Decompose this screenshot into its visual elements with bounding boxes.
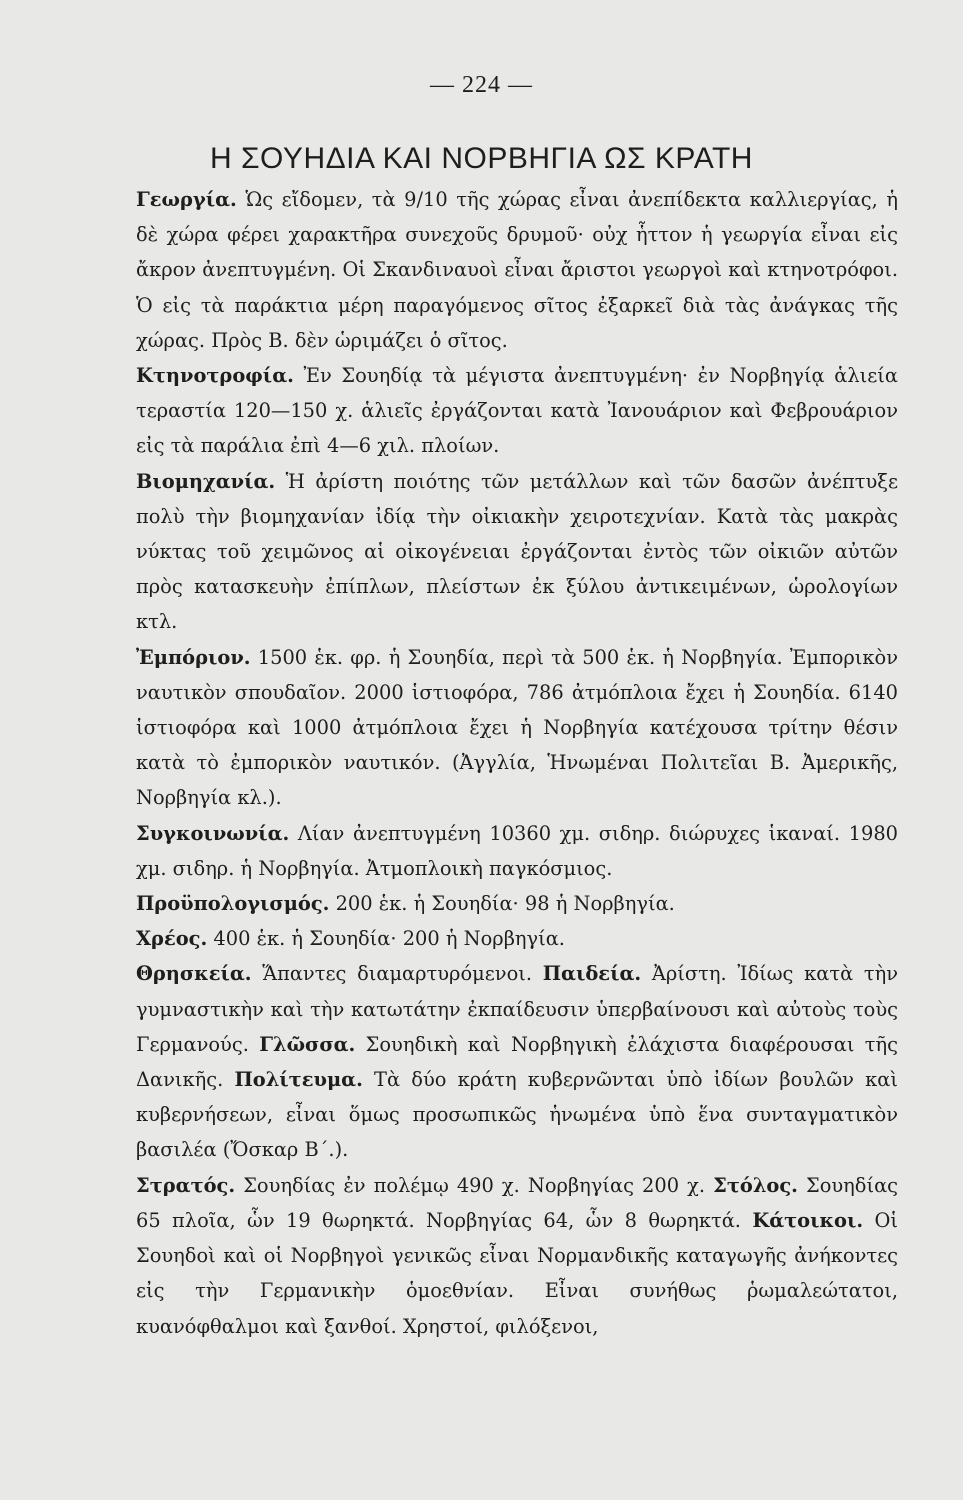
text-viomichania: Ἡ ἀρίστη ποιότης τῶν μετάλλων καὶ τῶν δασῶν ἀνέπτυξε πολὺ τὴν βιομηχανίαν ἰδίᾳ τὴν οἰκιακὴν χειροτεχνίαν. Κατὰ τὰς μακρὰς νύκτας τοῦ χειμῶνος αἱ οἰκογένειαι ἐργάζονται ἐντὸς τῶν οἰκιῶν αὐτῶν πρὸς κατασκευὴν ἐπίπλων, πλείστων ἐκ ξύλου ἀντικειμένων, ὡρολογίων κτλ. (136, 469, 898, 634)
heading-stolos: Στόλος. (713, 1173, 798, 1197)
heading-chreos: Χρέος. (136, 927, 208, 951)
heading-sygkoinonia: Συγκοινωνία. (136, 821, 290, 845)
text-stratos: Σουηδίας ἐν πολέμῳ 490 χ. Νορβηγίας 200 χ. (243, 1173, 706, 1197)
heading-georgia: Γεωργία. (136, 188, 237, 211)
page-title: Η ΣΟΥΗΔΙΑ ΚΑΙ ΝΟΡΒΗΓΙΑ ΩΣ ΚΡΑΤΗ (210, 142, 753, 175)
paragraph-stratos (136, 1168, 898, 1344)
text-paideia: Ἀρίστη. Ἰδίως κατὰ τὴν γυμναστικὴν καὶ τὴν κατωτάτην ἐκπαίδευσιν ὑπερβαίνουσι καὶ αὐτοὺς τοὺς Γερμανούς. (136, 962, 899, 1056)
paragraph-georgia (136, 182, 898, 358)
heading-katoikoi: Κάτοικοι. (752, 1208, 864, 1232)
paragraph-proupologismos (136, 886, 898, 921)
text-emporion: 1500 ἑκ. φρ. ἡ Σουηδία, περὶ τὰ 500 ἑκ. ἡ Νορβηγία. Ἐμπορικὸν ναυτικὸν σπουδαῖον. 2000 ἱστιοφόρα, 786 ἀτμόπλοια ἔχει ἡ Σουηδία. 6140 ἱστιοφόρα καὶ 1000 ἀτμόπλοια ἔχει ἡ Νορβηγία κατέχουσα τρίτην θέσιν κατὰ τὸ ἐμπορικὸν ναυτικόν. (Ἀγγλία, Ἡνωμέναι Πολιτεῖαι Β. Ἀμερικῆς, Νορβηγία κλ.). (136, 645, 898, 810)
paragraph-emporion (136, 640, 898, 816)
heading-viomichania: Βιομηχανία. (136, 469, 276, 493)
page-number: — 224 — (430, 72, 533, 98)
paragraph-ktinotrofia (136, 358, 898, 464)
text-proupologismos: 200 ἑκ. ἡ Σουηδία· 98 ἡ Νορβηγία. (335, 892, 675, 916)
paragraph-thriskeia (136, 956, 898, 1167)
text-chreos: 400 ἑκ. ἡ Σουηδία· 200 ἡ Νορβηγία. (213, 927, 565, 951)
heading-paideia: Παιδεία. (542, 962, 642, 986)
heading-politeuma: Πολίτευμα. (234, 1068, 363, 1092)
text-politeuma: Τὰ δύο κράτη κυβερνῶνται ὑπὸ ἰδίων βουλῶν καὶ κυβερνήσεων, εἶναι ὅμως προσωπικῶς ἡνωμένα ὑπὸ ἕνα συνταγματικὸν βασιλέα (Ὄσκαρ Β΄.). (136, 1068, 898, 1162)
text-glossa: Σουηδικὴ καὶ Νορβηγικὴ ἐλάχιστα διαφέρουσαι τῆς Δανικῆς. (136, 1032, 898, 1092)
paragraph-viomichania (136, 464, 898, 640)
heading-stratos: Στρατός. (136, 1173, 236, 1197)
heading-emporion: Ἐμπόριον. (136, 645, 251, 669)
heading-ktinotrofia: Κτηνοτροφία. (136, 364, 294, 388)
heading-glossa: Γλῶσσα. (259, 1032, 356, 1056)
text-sygkoinonia: Λίαν ἀνεπτυγμένη 10360 χμ. σιδηρ. διώρυχες ἱκαναί. 1980 χμ. σιδηρ. ἡ Νορβηγία. Ἀτμοπλοικὴ παγκόσμιος. (136, 821, 898, 880)
text-katoikoi: Οἱ Σουηδοὶ καὶ οἱ Νορβηγοὶ γενικῶς εἶναι Νορμανδικῆς καταγωγῆς ἀνήκοντες εἰς τὴν Γερμανικὴν ὁμοεθνίαν. Εἶναι συνήθως ῥωμαλεώτατοι, κυανόφθαλμοι καὶ ξανθοί. Χρηστοί, φιλόξενοι, (136, 1208, 898, 1338)
paragraph-sygkoinonia (136, 816, 898, 886)
heading-proupologismos: Προϋπολογισμός. (136, 892, 330, 916)
paragraph-chreos (136, 921, 898, 956)
heading-thriskeia: Θρησκεία. (136, 962, 252, 986)
text-georgia: Ὡς εἴδομεν, τὰ 9/10 τῆς χώρας εἶναι ἀνεπίδεκτα καλλιεργίας, ἡ δὲ χώρα φέρει χαρακτῆρα συνεχοῦς δρυμοῦ· οὐχ ἧττον ἡ γεωργία εἶναι εἰς ἄκρον ἀνεπτυγμένη. Οἱ Σκανδιναυοὶ εἶναι ἄριστοι γεωργοὶ καὶ κτηνοτρόφοι. Ὁ εἰς τὰ παράκτια μέρη παραγόμενος σῖτος ἐξαρκεῖ διὰ τὰς ἀνάγκας τῆς χώρας. Πρὸς Β. δὲν ὡριμάζει ὁ σῖτος. (136, 188, 898, 352)
text-stolos: Σουηδίας 65 πλοῖα, ὧν 19 θωρηκτά. Νορβηγίας 64, ὧν 8 θωρηκτά. (136, 1173, 899, 1232)
body-text (136, 182, 898, 1344)
text-ktinotrofia: Ἐν Σουηδίᾳ τὰ μέγιστα ἀνεπτυγμένη· ἐν Νορβηγίᾳ ἁλιεία τεραστία 120—150 χ. ἁλιεῖς ἐργάζονται κατὰ Ἰανουάριον καὶ Φεβρουάριον εἰς τὰ παράλια ἐπὶ 4—6 χιλ. πλοίων. (136, 364, 898, 458)
text-thriskeia: Ἅπαντες διαμαρτυρόμενοι. (262, 962, 533, 986)
